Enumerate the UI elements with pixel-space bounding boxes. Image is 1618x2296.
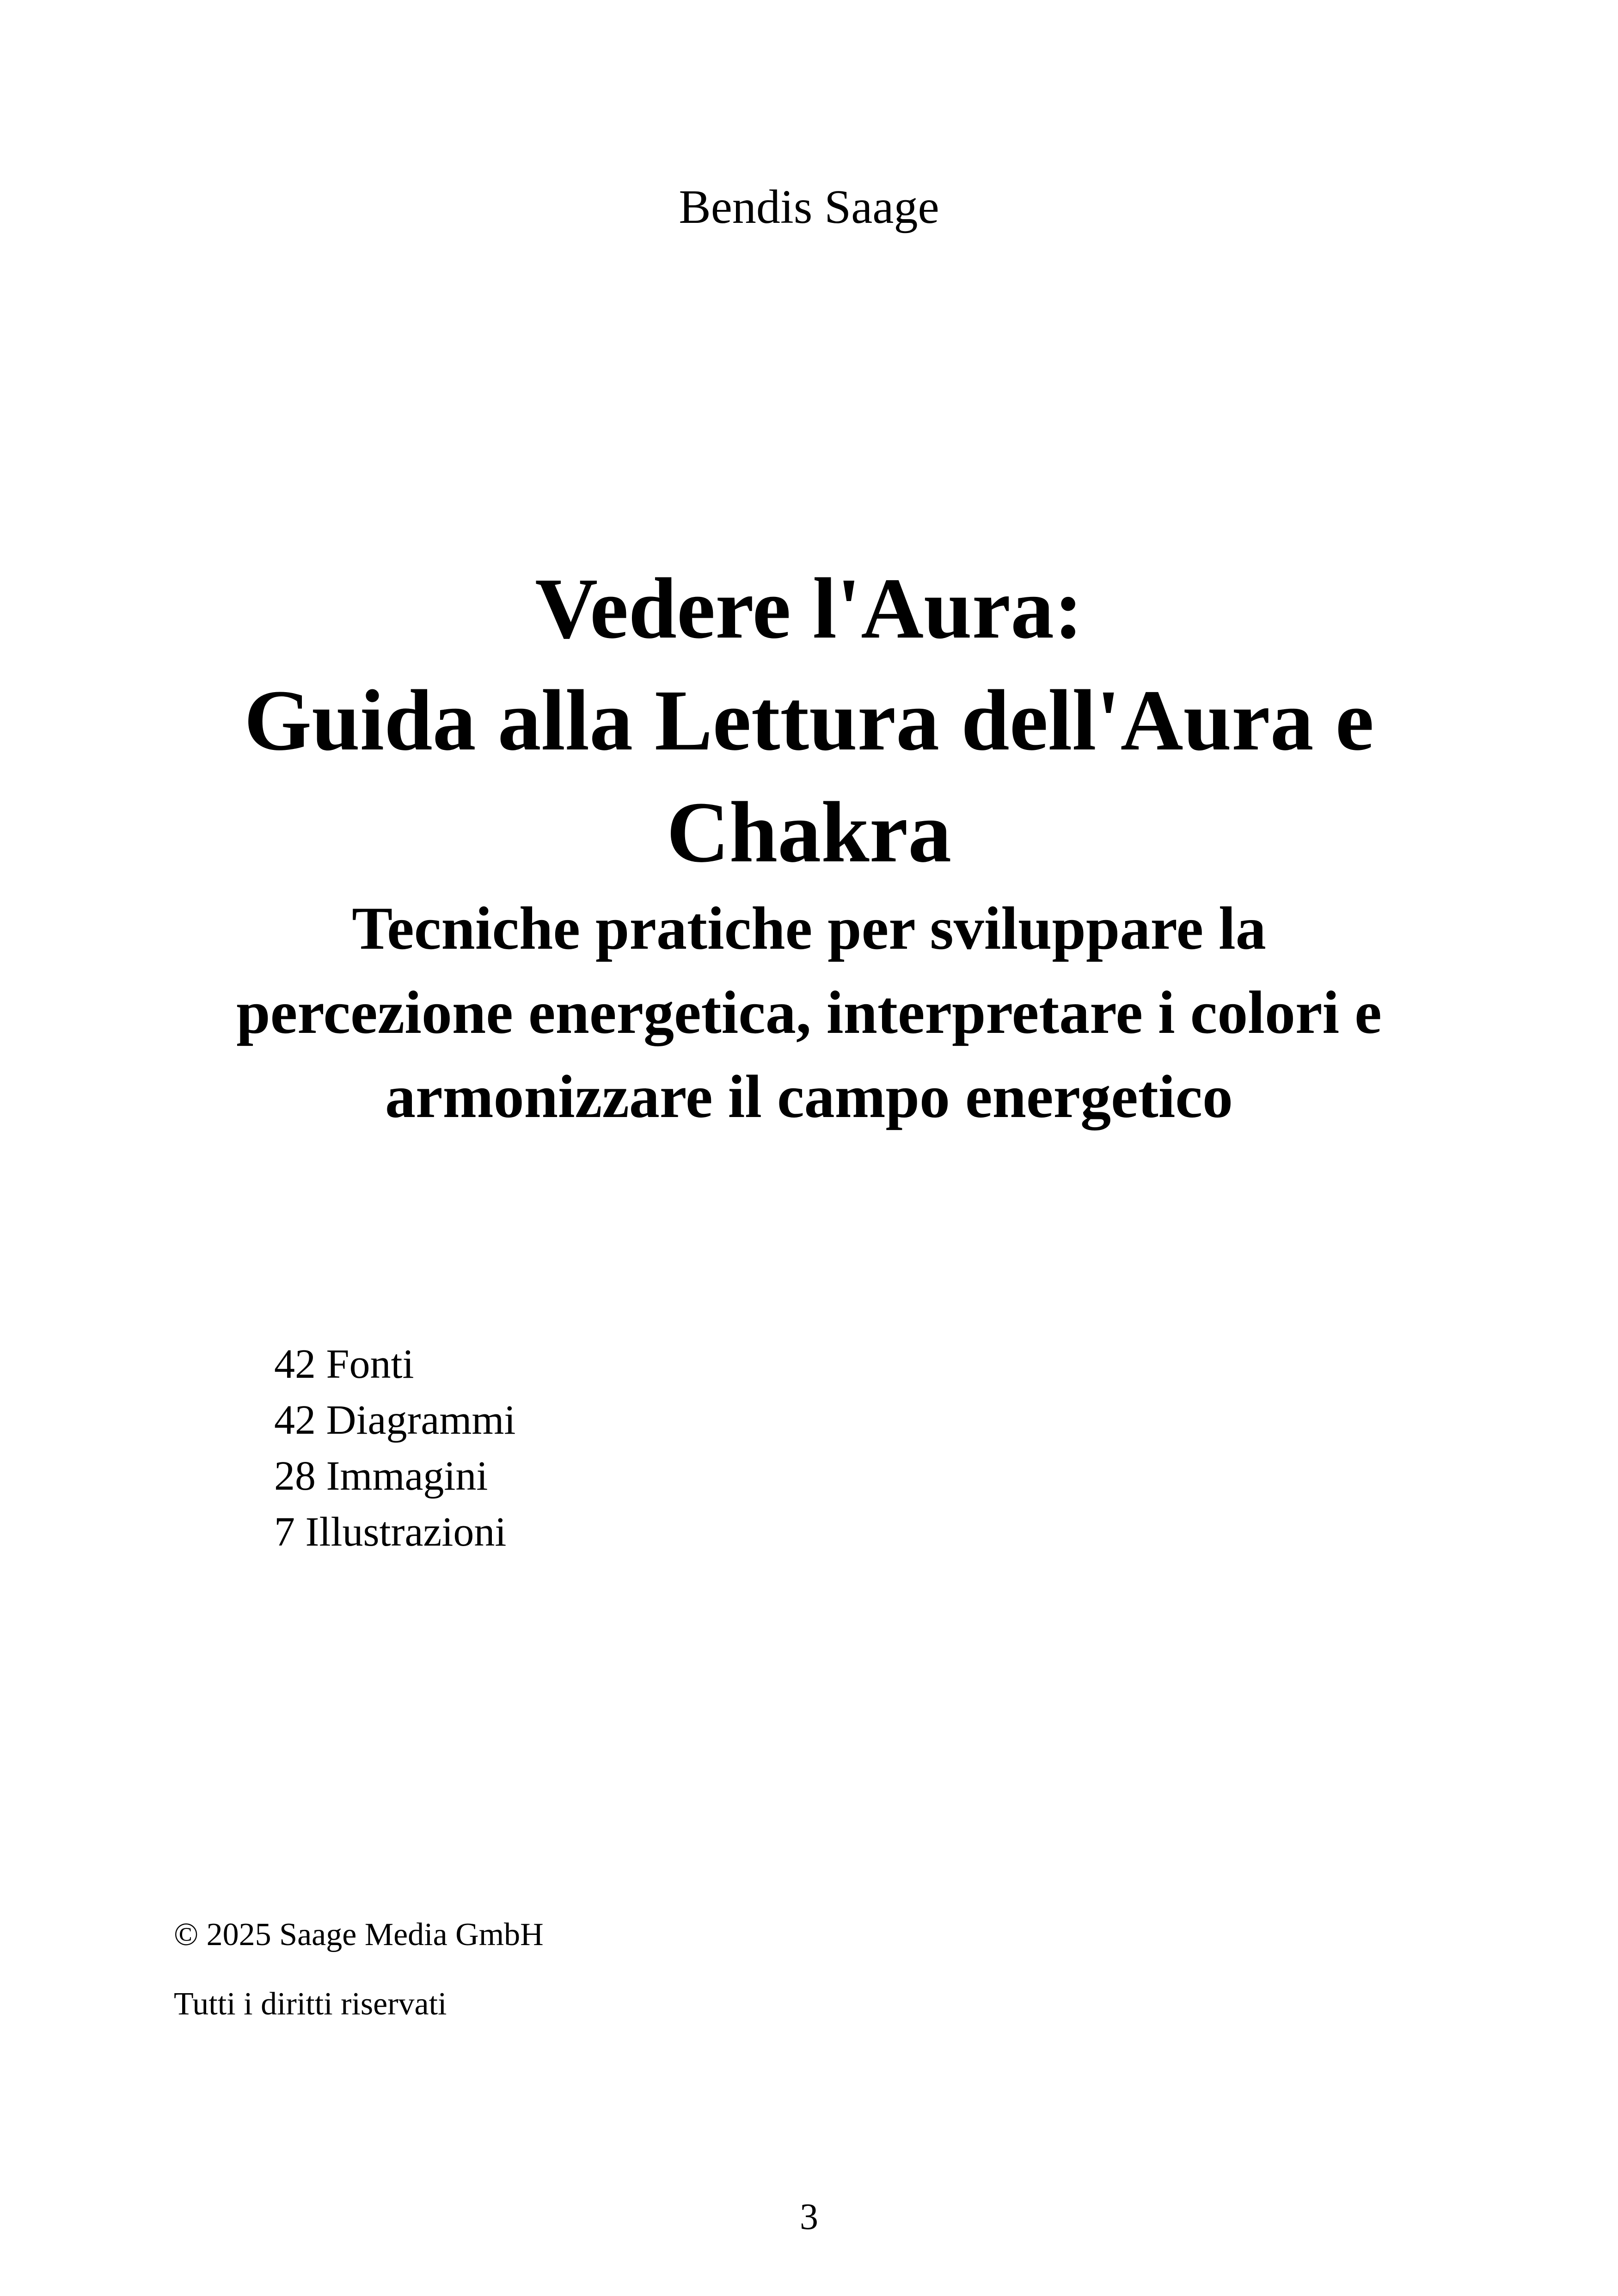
book-title	[116, 553, 1502, 888]
content-stats-list	[274, 1336, 515, 1560]
stat-sources: 42 Fonti	[274, 1341, 414, 1387]
book-subtitle	[116, 886, 1502, 1139]
title-line: Vedere l'Aura:	[535, 560, 1083, 657]
title-line: Guida alla Lettura dell'Aura e	[244, 672, 1374, 768]
rights-notice: Tutti i diritti riservati	[174, 1986, 447, 2022]
stat-diagrams: 42 Diagrammi	[274, 1397, 516, 1443]
stat-illustrations: 7 Illustrazioni	[274, 1509, 507, 1555]
subtitle-line: percezione energetica, interpretare i colori e	[236, 978, 1382, 1046]
stat-images: 28 Immagini	[274, 1453, 488, 1499]
subtitle-line: Tecniche pratiche per sviluppare la	[352, 894, 1266, 962]
copyright-notice: © 2025 Saage Media GmbH	[174, 1917, 544, 1952]
title-line: Chakra	[666, 784, 952, 880]
subtitle-line: armonizzare il campo energetico	[385, 1062, 1233, 1130]
author-name: Bendis Saage	[679, 180, 939, 233]
page-number: 3	[800, 2197, 818, 2237]
